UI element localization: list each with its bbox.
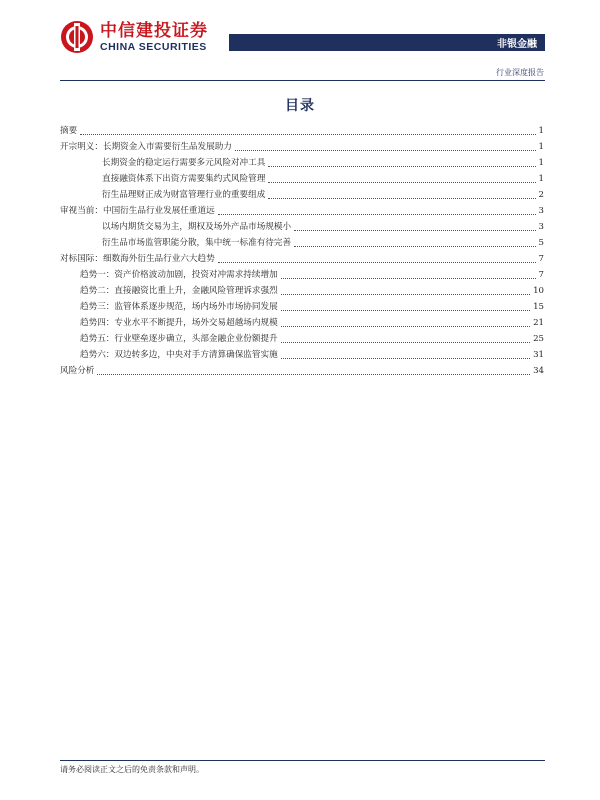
toc-leader-dots [281, 310, 530, 311]
toc-entry-label: 直接融资体系下出资方需要集约式风险管理 [102, 174, 266, 184]
toc-entry[interactable] [60, 185, 544, 201]
toc-entry-page: 3 [538, 222, 544, 232]
toc-entry[interactable] [60, 137, 544, 153]
toc-entry-label: 趋势六：双边转多边，中央对手方清算确保监管实施 [80, 350, 278, 360]
toc-entry[interactable] [60, 281, 544, 297]
toc-entry-label: 以场内期货交易为主，期权及场外产品市场规模小 [102, 222, 292, 232]
toc-entry[interactable] [60, 233, 544, 249]
toc-leader-dots [97, 374, 530, 375]
toc-entry[interactable] [60, 345, 544, 361]
toc-leader-dots [268, 198, 535, 199]
toc-leader-dots [294, 230, 535, 231]
toc-leader-dots [294, 246, 535, 247]
sector-bar [229, 34, 545, 51]
toc-entry-label: 衍生品理财正成为财富管理行业的重要组成 [102, 190, 266, 200]
toc-entry-label: 趋势二：直接融资比重上升，金融风险管理诉求强烈 [80, 286, 278, 296]
toc-entry-label: 摘要 [60, 126, 78, 136]
toc-entry-page: 7 [538, 270, 544, 280]
toc-entry-label: 趋势三：监管体系逐步规范，场内场外市场协同发展 [80, 302, 278, 312]
toc-entry[interactable] [60, 265, 544, 281]
toc-entry[interactable] [60, 169, 544, 185]
company-name-cn: 中信建投证券 [100, 20, 208, 41]
toc-entry[interactable] [60, 153, 544, 169]
toc-entry[interactable] [60, 329, 544, 345]
toc-entry-label: 趋势五：行业壁垒逐步确立，头部金融企业份额提升 [80, 334, 278, 344]
toc-entry-page: 10 [533, 286, 544, 296]
toc-leader-dots [268, 182, 535, 183]
toc-entry-label: 趋势四：专业水平不断提升，场外交易超越场内规模 [80, 318, 278, 328]
toc-entry[interactable] [60, 121, 544, 137]
toc-entry[interactable] [60, 361, 544, 377]
citic-logo-icon [60, 20, 94, 54]
toc-entry-label: 趋势一：资产价格波动加剧，投资对冲需求持续增加 [80, 270, 278, 280]
toc-entry-page: 31 [533, 350, 544, 360]
toc-leader-dots [281, 326, 530, 327]
sector-label: 非银金融 [497, 39, 537, 50]
toc-leader-dots [268, 166, 535, 167]
toc-entry-label: 对标国际：细数海外衍生品行业六大趋势 [60, 254, 215, 264]
toc-leader-dots [281, 358, 530, 359]
toc-entry[interactable] [60, 201, 544, 217]
toc-entry-page: 21 [533, 318, 544, 328]
toc-entry-page: 15 [533, 302, 544, 312]
toc-entry-label: 衍生品市场监管职能分散，集中统一标准有待完善 [102, 238, 292, 248]
toc-entry-label: 风险分析 [60, 366, 95, 376]
toc-entry-page: 3 [538, 206, 544, 216]
toc-entry-page: 25 [533, 334, 544, 344]
table-of-contents [60, 121, 544, 377]
toc-entry[interactable] [60, 217, 544, 233]
toc-entry-page: 1 [538, 126, 544, 136]
page-title: 目录 [285, 98, 315, 114]
toc-leader-dots [281, 278, 536, 279]
toc-entry[interactable] [60, 249, 544, 265]
toc-leader-dots [281, 342, 530, 343]
toc-entry[interactable] [60, 297, 544, 313]
toc-leader-dots [235, 150, 536, 151]
company-name-en: CHINA SECURITIES [100, 40, 207, 53]
header-divider [60, 80, 545, 81]
toc-entry-page: 1 [538, 174, 544, 184]
toc-entry-page: 5 [538, 238, 544, 248]
toc-entry[interactable] [60, 313, 544, 329]
footer-divider [60, 760, 545, 761]
disclaimer-notice: 请务必阅读正文之后的免责条款和声明。 [60, 765, 204, 774]
company-logo [60, 20, 208, 54]
toc-entry-page: 1 [538, 158, 544, 168]
toc-leader-dots [281, 294, 530, 295]
toc-entry-page: 2 [538, 190, 544, 200]
toc-entry-label: 长期资金的稳定运行需要多元风险对冲工具 [102, 158, 266, 168]
report-type: 行业深度报告 [496, 68, 544, 77]
toc-leader-dots [80, 134, 535, 135]
toc-entry-page: 34 [533, 366, 544, 376]
toc-entry-label: 开宗明义：长期资金入市需要衍生品发展助力 [60, 142, 232, 152]
toc-entry-page: 7 [538, 254, 544, 264]
toc-entry-page: 1 [538, 142, 544, 152]
toc-leader-dots [218, 214, 536, 215]
toc-entry-label: 审视当前：中国衍生品行业发展任重道远 [60, 206, 215, 216]
toc-leader-dots [218, 262, 536, 263]
